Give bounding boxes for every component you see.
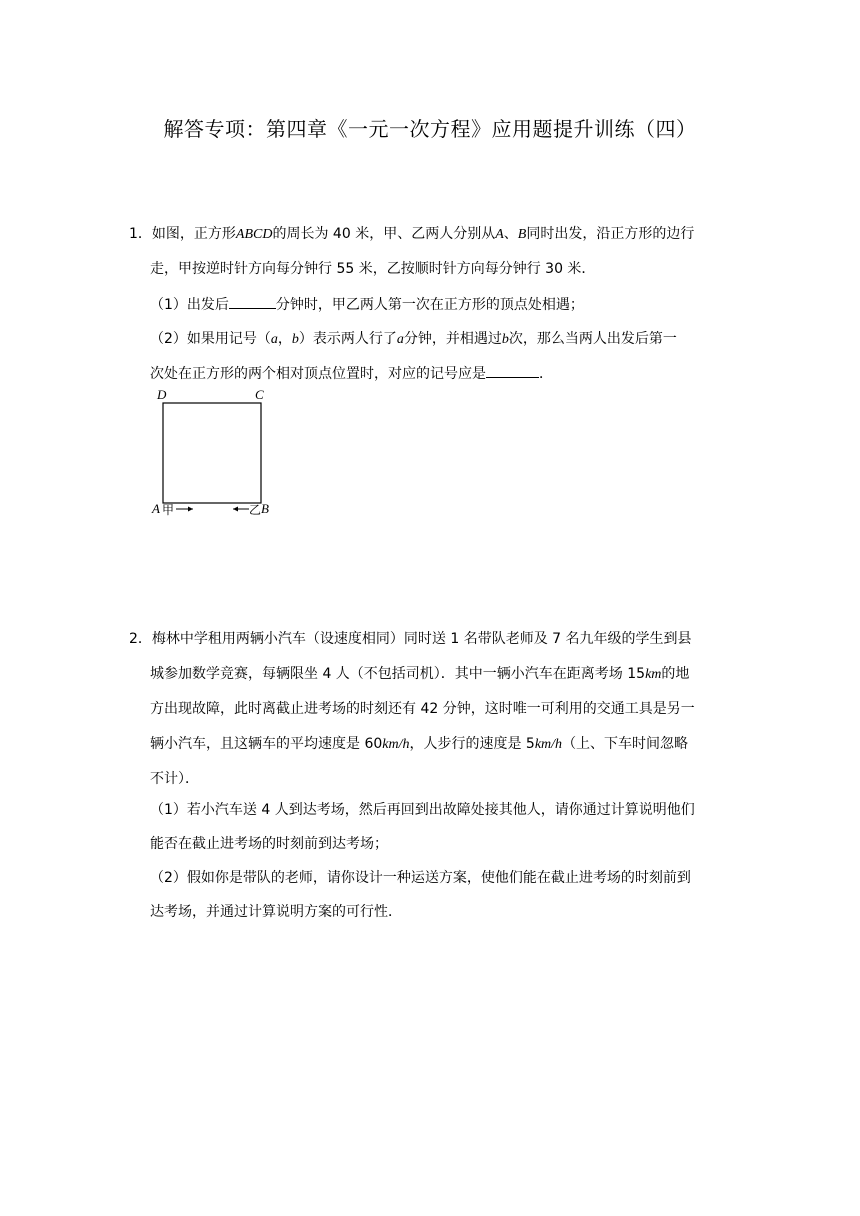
q1-sub2-text: 分钟，并相遇过 [403, 331, 502, 347]
q2-text: （上、下车时间忽略 [562, 736, 689, 752]
yi-arrow-head [233, 507, 238, 512]
q2-text: ，人步行的速度是 5 [409, 736, 535, 752]
q2-text: 城参加数学竞赛，每辆限坐 4 人（不包括司机）．其中一辆小汽车在距离考场 15 [150, 666, 646, 682]
vertex-d-label: D [157, 387, 167, 402]
square-figure [145, 383, 285, 523]
q2-line-3: 方出现故障，此时离截止进考场的时刻还有 42 分钟，这时唯一可利用的交通工具是另一 [150, 701, 695, 717]
q2-text: 梅林中学租用两辆小汽车（设速度相同）同时送 1 名带队老师及 7 名九年级的学生到县 [151, 631, 692, 647]
vertex-b-label: B [261, 501, 269, 516]
q1-sub2-text: （2）如果用记号（ [150, 331, 271, 347]
answer-blank-1[interactable] [229, 294, 276, 309]
var-a: a [270, 332, 278, 347]
q1-sub-1 [150, 294, 584, 315]
var-a: a [396, 332, 404, 347]
q1-text: 的周长为 40 米，甲、乙两人分别从 [272, 226, 496, 242]
q1-line-2: 走，甲按逆时针方向每分钟行 55 米，乙按顺时针方向每分钟行 30 米． [150, 261, 596, 277]
q1-line5-text: ． [539, 366, 553, 382]
q1-line-1 [129, 224, 694, 245]
q2-line-4 [150, 734, 688, 755]
q2-line-5: 不计）． [150, 771, 199, 787]
answer-blank-2[interactable] [486, 363, 539, 378]
var-b: b [291, 332, 299, 347]
q1-sub1-text: （1）出发后 [150, 297, 229, 313]
jia-label: 甲 [162, 503, 175, 517]
page-title: 解答专项：第四章《一元一次方程》应用题提升训练（四） [163, 117, 697, 141]
vertex-c-label: C [255, 387, 264, 402]
comma: ， [277, 331, 292, 347]
q1-text: 如图，正方形 [151, 226, 236, 242]
unit-kmh: km/h [534, 737, 563, 752]
unit-km: km [645, 667, 662, 682]
q2-text: 的地 [661, 666, 690, 682]
q1-separator: 、 [503, 226, 518, 242]
vertex-a-label: A [152, 501, 160, 516]
q2-line-2 [150, 664, 689, 685]
q2-sub-1-line-2: 能否在截止进考场的时刻前到达考场； [150, 836, 388, 852]
q1-sub-2 [150, 329, 677, 350]
q2-number: 2． [129, 631, 152, 647]
point-b-label: B [517, 227, 527, 242]
unit-kmh: km/h [382, 737, 410, 752]
q1-line5-text: 次处在正方形的两个相对顶点位置时，对应的记号应是 [150, 366, 486, 382]
q2-text: 辆小汽车，且这辆车的平均速度是 60 [150, 736, 383, 752]
square-abcd [163, 403, 261, 503]
jia-arrow-head [188, 507, 193, 512]
point-a-label: A [495, 227, 504, 242]
q2-sub-2-line-2: 达考场，并通过计算说明方案的可行性． [150, 904, 402, 920]
var-b: b [501, 332, 509, 347]
q1-number: 1． [129, 226, 152, 242]
yi-label: 乙 [249, 503, 262, 517]
square-name: ABCD [235, 227, 273, 242]
q1-sub2-text: 次，那么当两人出发后第一 [508, 331, 677, 347]
q1-line-5 [150, 363, 553, 384]
q1-sub1-text: 分钟时，甲乙两人第一次在正方形的顶点处相遇； [275, 297, 584, 313]
q2-line-1 [129, 629, 692, 649]
q1-text: 同时出发，沿正方形的边行 [526, 226, 695, 242]
q2-sub-1-line-1: （1）若小汽车送 4 人到达考场，然后再回到出故障处接其他人，请你通过计算说明他们 [150, 802, 695, 818]
q2-sub-2-line-1: （2）假如你是带队的老师，请你设计一种运送方案，使他们能在截止进考场的时刻前到 [150, 870, 691, 886]
q1-sub2-text: ）表示两人行了 [298, 331, 397, 347]
